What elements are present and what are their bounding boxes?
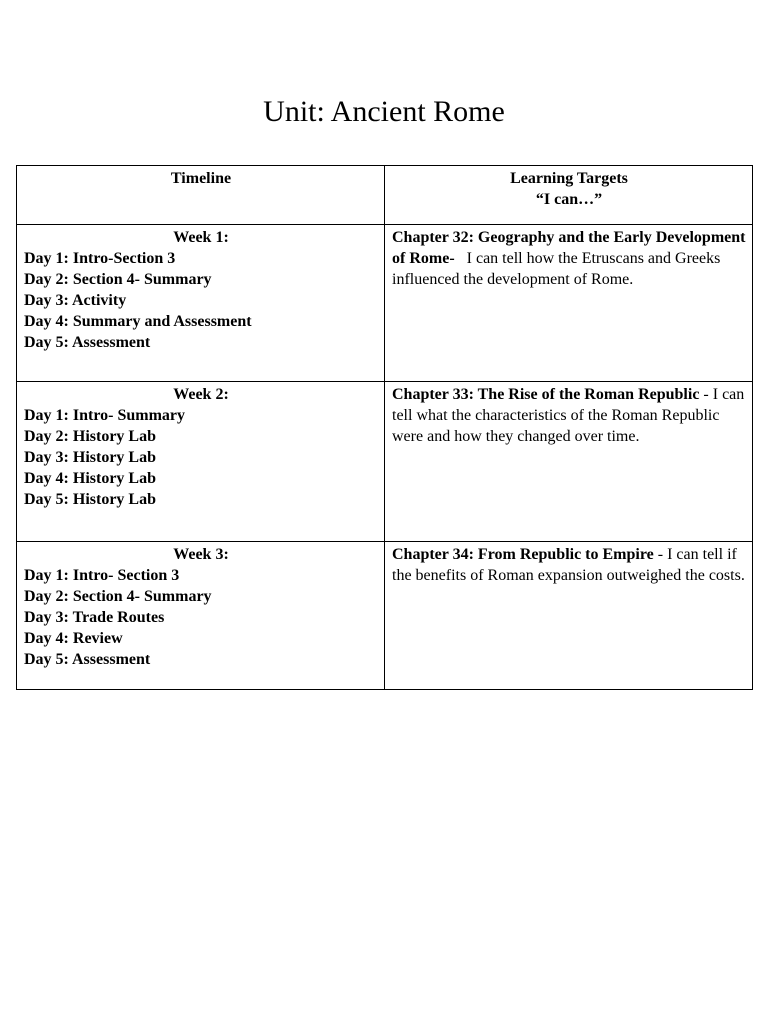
week-2-title: Week 2: <box>173 386 229 403</box>
page-title: Unit: Ancient Rome <box>263 95 505 128</box>
week-2-chapter-title: Chapter 33: The Rise of the Roman Republic <box>392 386 700 403</box>
week-1-target-cell <box>385 225 753 382</box>
week-1-chapter-title: Chapter 32: Geography and the Early Development of Rome- <box>392 229 746 267</box>
week-3-target-text: - I can tell if the benefits of Roman expansion outweighed the costs. <box>392 546 745 584</box>
week-1-day-5: Day 5: Assessment <box>24 334 151 351</box>
week-3-timeline-cell <box>17 542 385 690</box>
i-can-header-label: “I can…” <box>535 191 603 208</box>
week-1-target-text: I can tell how the Etruscans and Greeks influenced the development of Rome. <box>392 250 721 288</box>
timeline-header <box>17 166 385 225</box>
week-2-day-1: Day 1: Intro- Summary <box>24 407 186 424</box>
week-2-timeline-cell <box>17 382 385 542</box>
week-1-timeline-cell <box>17 225 385 382</box>
header-row <box>17 166 753 225</box>
learning-targets-header <box>385 166 753 225</box>
week-3-chapter-title: Chapter 34: From Republic to Empire <box>392 546 654 563</box>
week-3-day-5: Day 5: Assessment <box>24 651 151 668</box>
week-2-day-4: Day 4: History Lab <box>24 470 156 487</box>
week-3-day-1: Day 1: Intro- Section 3 <box>24 567 180 584</box>
week-2-target-text: - I can tell what the characteristics of the Roman Republic were and how they changed over time. <box>392 386 745 445</box>
week-1-title: Week 1: <box>173 229 229 246</box>
week-3-day-2: Day 2: Section 4- Summary <box>24 588 212 605</box>
week-1-day-3: Day 3: Activity <box>24 292 127 309</box>
week-1-day-2: Day 2: Section 4- Summary <box>24 271 212 288</box>
week-2-row <box>17 382 753 542</box>
week-2-day-2: Day 2: History Lab <box>24 428 156 445</box>
week-3-title: Week 3: <box>173 546 229 563</box>
week-3-target-cell <box>385 542 753 690</box>
week-2-day-3: Day 3: History Lab <box>24 449 156 466</box>
week-3-row <box>17 542 753 690</box>
week-1-day-4: Day 4: Summary and Assessment <box>24 313 252 330</box>
week-2-day-5: Day 5: History Lab <box>24 491 156 508</box>
unit-plan-table <box>16 165 753 690</box>
week-1-row <box>17 225 753 382</box>
week-3-day-3: Day 3: Trade Routes <box>24 609 165 626</box>
learning-targets-header-label: Learning Targets <box>510 170 628 187</box>
week-3-day-4: Day 4: Review <box>24 630 123 647</box>
week-1-day-1: Day 1: Intro-Section 3 <box>24 250 176 267</box>
timeline-header-label: Timeline <box>170 170 232 187</box>
week-2-target-cell <box>385 382 753 542</box>
